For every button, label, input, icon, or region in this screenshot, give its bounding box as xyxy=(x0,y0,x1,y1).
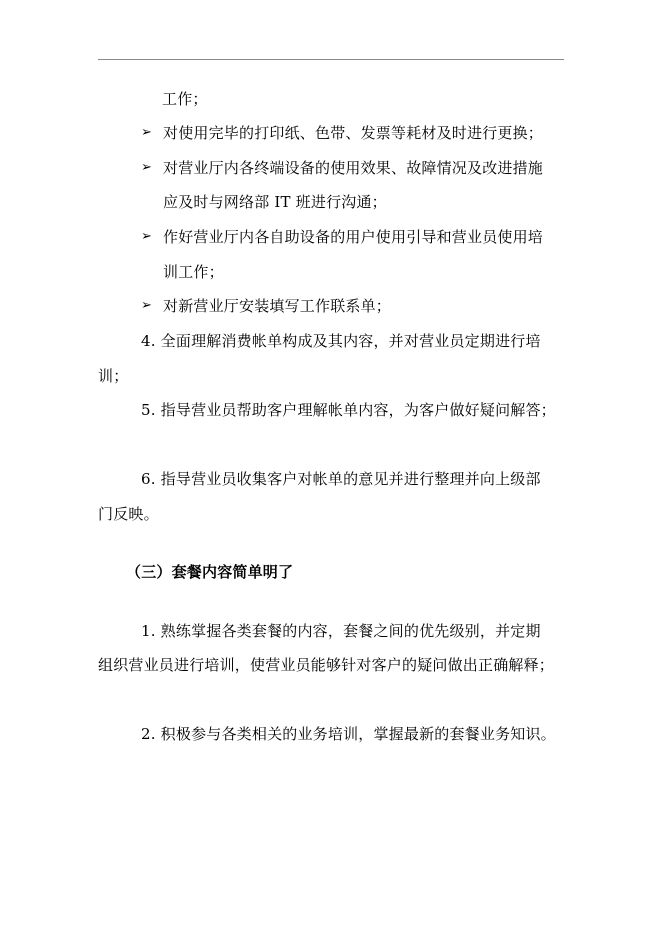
numbered-paragraph: 1. 熟练掌握各类套餐的内容，套餐之间的优先级别，并定期 xyxy=(141,622,541,640)
bullet-item: 作好营业厅内各自助设备的用户使用引导和营业员使用培 xyxy=(163,228,544,246)
numbered-paragraph: 5. 指导营业员帮助客户理解帐单内容，为客户做好疑问解答； xyxy=(141,401,556,419)
arrow-bullet-icon: ➢ xyxy=(141,298,152,313)
bullet-item: 对使用完毕的打印纸、色带、发票等耗材及时进行更换； xyxy=(163,124,544,142)
arrow-bullet-icon: ➢ xyxy=(141,160,152,175)
text-line: 工作； xyxy=(162,90,208,108)
bullet-item-continuation: 应及时与网络部 IT 班进行沟通； xyxy=(163,193,387,211)
bullet-item: 对营业厅内各终端设备的使用效果、故障情况及改进措施 xyxy=(163,159,544,177)
bullet-item: 对新营业厅安装填写工作联系单； xyxy=(163,297,392,315)
numbered-paragraph: 4. 全面理解消费帐单构成及其内容，并对营业员定期进行培 xyxy=(141,332,541,350)
paragraph-continuation: 门反映。 xyxy=(98,505,159,523)
header-rule xyxy=(98,59,564,60)
numbered-paragraph: 2. 积极参与各类相关的业务培训，掌握最新的套餐业务知识。 xyxy=(141,725,556,743)
section-heading: （三）套餐内容简单明了 xyxy=(126,563,294,581)
numbered-paragraph: 6. 指导营业员收集客户对帐单的意见并进行整理并向上级部 xyxy=(141,470,541,488)
paragraph-continuation: 组织营业员进行培训，使营业员能够针对客户的疑问做出正确解释； xyxy=(98,656,555,674)
paragraph-continuation: 训； xyxy=(98,367,129,385)
bullet-item-continuation: 训工作； xyxy=(163,263,224,281)
arrow-bullet-icon: ➢ xyxy=(141,229,152,244)
arrow-bullet-icon: ➢ xyxy=(141,125,152,140)
